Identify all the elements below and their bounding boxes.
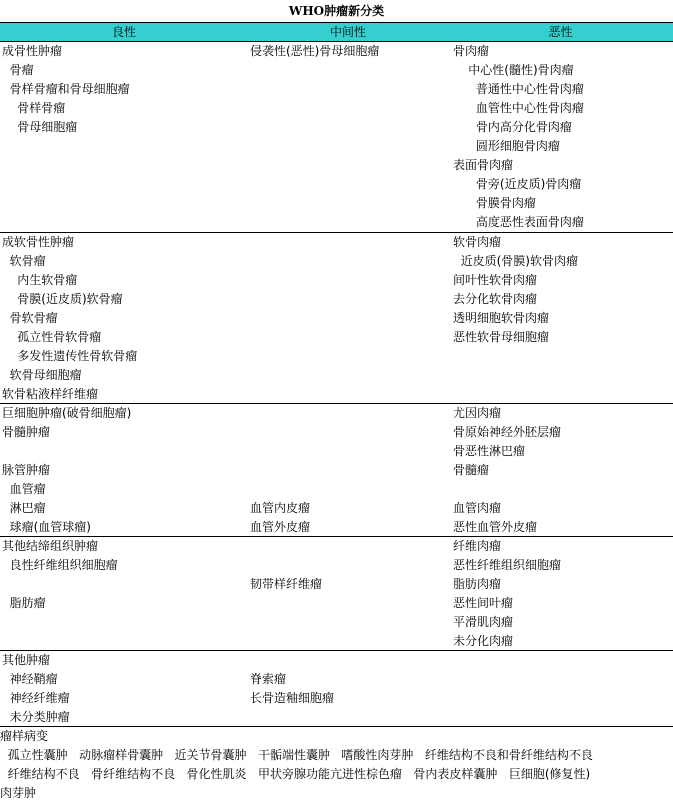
malignant-cell: 恶性软骨母细胞瘤	[453, 330, 550, 344]
header-benign: 良性	[111, 25, 136, 39]
malignant-cell: 间叶性软骨肉瘤	[453, 273, 538, 287]
benign-cell: 骨瘤	[2, 63, 34, 77]
malignant-cell: 骨膜骨肉瘤	[453, 196, 536, 210]
malignant-cell: 骨原始神经外胚层瘤	[453, 425, 562, 439]
malignant-cell: 去分化软骨肉瘤	[453, 292, 538, 306]
malignant-cell: 中心性(髓性)骨肉瘤	[453, 63, 574, 77]
benign-cell: 脂肪瘤	[2, 596, 46, 610]
section-divider	[0, 726, 673, 727]
benign-cell: 软骨粘液样纤维瘤	[2, 387, 99, 401]
malignant-cell: 血管性中心性骨肉瘤	[453, 101, 584, 115]
benign-cell: 骨软骨瘤	[2, 311, 58, 325]
benign-cell: 内生软骨瘤	[2, 273, 78, 287]
intermediate-cell: 长骨造釉细胞瘤	[250, 691, 335, 705]
benign-cell: 骨样骨瘤和骨母细胞瘤	[2, 82, 130, 96]
benign-cell: 骨样骨瘤	[2, 101, 66, 115]
malignant-cell: 透明细胞软骨肉瘤	[453, 311, 550, 325]
intermediate-cell: 血管内皮瘤	[250, 501, 311, 515]
malignant-cell: 近皮质(骨膜)软骨肉瘤	[453, 254, 578, 268]
malignant-cell: 骨恶性淋巴瘤	[453, 444, 526, 458]
malignant-cell: 恶性纤维组织细胞瘤	[453, 558, 562, 572]
malignant-cell: 骨内高分化骨肉瘤	[453, 120, 572, 134]
tumor-like-line: 孤立性囊肿 动脉瘤样骨囊肿 近关节骨囊肿 干骺端性囊肿 嗜酸性肉芽肿 纤维结构不良和骨纤维结构不良	[0, 748, 593, 762]
benign-cell: 血管瘤	[2, 482, 46, 496]
tumor-like-heading: 瘤样病变	[0, 729, 49, 743]
benign-cell: 骨母细胞瘤	[2, 120, 78, 134]
benign-cell: 成软骨性肿瘤	[2, 235, 75, 249]
benign-cell: 球瘤(血管球瘤)	[2, 520, 91, 534]
benign-cell: 良性纤维组织细胞瘤	[2, 558, 118, 572]
malignant-cell: 恶性间叶瘤	[453, 596, 514, 610]
malignant-cell: 脂肪肉瘤	[453, 577, 502, 591]
column-header-row	[0, 22, 673, 42]
benign-cell: 脉管肿瘤	[2, 463, 51, 477]
malignant-cell: 纤维肉瘤	[453, 539, 502, 553]
benign-cell: 未分类肿瘤	[2, 710, 70, 724]
malignant-cell: 恶性血管外皮瘤	[453, 520, 538, 534]
benign-cell: 骨髓肿瘤	[2, 425, 51, 439]
malignant-cell: 表面骨肉瘤	[453, 158, 514, 172]
benign-cell: 神经纤维瘤	[2, 691, 70, 705]
malignant-cell: 尤因肉瘤	[453, 406, 502, 420]
malignant-cell: 普通性中心性骨肉瘤	[453, 82, 584, 96]
benign-cell: 巨细胞肿瘤(破骨细胞瘤)	[2, 406, 132, 420]
malignant-cell: 平滑肌肉瘤	[453, 615, 514, 629]
header-intermediate: 中间性	[329, 25, 366, 39]
tumor-like-line: 纤维结构不良 骨纤维结构不良 骨化性肌炎 甲状旁腺功能亢进性棕色瘤 骨内表皮样囊肿 巨细胞(修复性)	[0, 767, 591, 781]
intermediate-cell: 血管外皮瘤	[250, 520, 311, 534]
benign-cell: 其他结缔组织肿瘤	[2, 539, 99, 553]
benign-cell: 多发性遗传性骨软骨瘤	[2, 349, 138, 363]
section-divider	[0, 536, 673, 537]
intermediate-cell: 侵袭性(恶性)骨母细胞瘤	[250, 44, 380, 58]
benign-cell: 骨膜(近皮质)软骨瘤	[2, 292, 123, 306]
malignant-cell: 骨肉瘤	[453, 44, 490, 58]
benign-cell: 淋巴瘤	[2, 501, 46, 515]
malignant-cell: 骨旁(近皮质)骨肉瘤	[453, 177, 582, 191]
benign-cell: 成骨性肿瘤	[2, 44, 63, 58]
malignant-cell: 未分化肉瘤	[453, 634, 514, 648]
benign-cell: 孤立性骨软骨瘤	[2, 330, 102, 344]
malignant-cell: 软骨肉瘤	[453, 235, 502, 249]
malignant-cell: 高度恶性表面骨肉瘤	[453, 215, 584, 229]
malignant-cell: 血管肉瘤	[453, 501, 502, 515]
header-malignant: 恶性	[548, 25, 573, 39]
section-divider	[0, 232, 673, 233]
benign-cell: 软骨母细胞瘤	[2, 368, 82, 382]
section-divider	[0, 650, 673, 651]
benign-cell: 软骨瘤	[2, 254, 46, 268]
malignant-cell: 骨髓瘤	[453, 463, 490, 477]
malignant-cell: 圆形细胞骨肉瘤	[453, 139, 560, 153]
intermediate-cell: 脊索瘤	[250, 672, 287, 686]
intermediate-cell: 韧带样纤维瘤	[250, 577, 323, 591]
benign-cell: 神经鞘瘤	[2, 672, 58, 686]
table-title: WHO肿瘤新分类	[288, 4, 385, 18]
benign-cell: 其他肿瘤	[2, 653, 51, 667]
tumor-like-line: 肉芽肿	[0, 786, 37, 800]
